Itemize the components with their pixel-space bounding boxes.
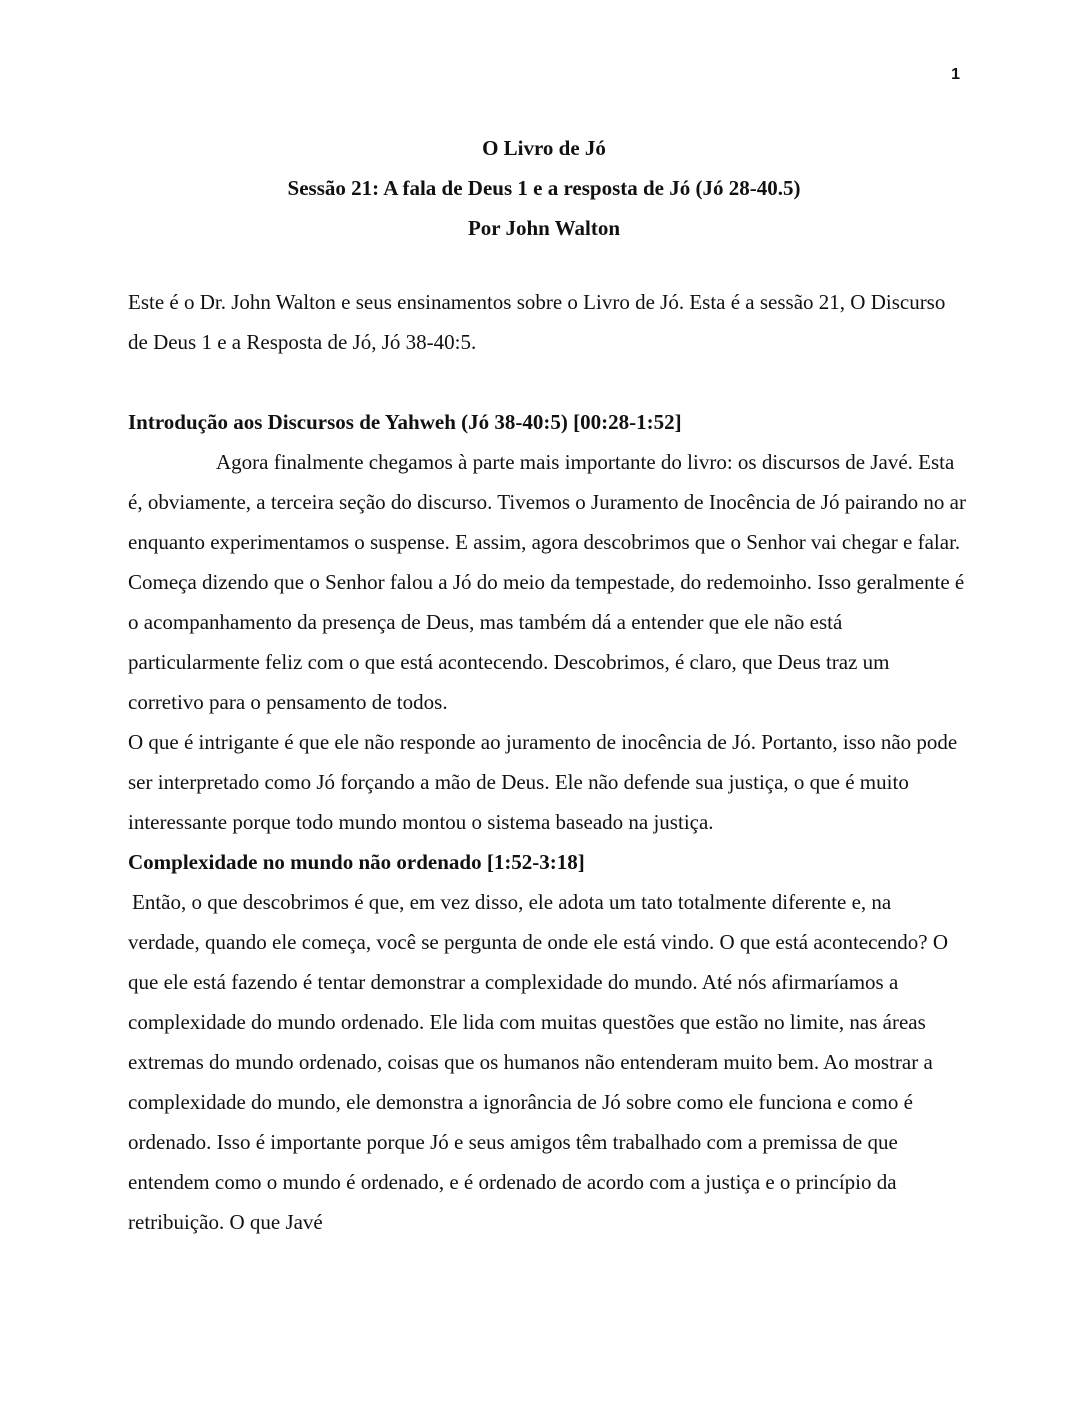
intro-section — [128, 282, 968, 362]
document-title: O Livro de Jó — [482, 136, 606, 160]
author-line: Por John Walton — [467, 216, 621, 240]
paragraph: O que é intrigante é que ele não responde ao juramento de inocência de Jó. Portanto, isso não pode ser interpretado como Jó forçando a mão de Deus. Ele não defende sua justiça, o que é muito interessante porque todo mundo montou o sistema baseado na justiça. — [128, 730, 958, 834]
paragraph: Então, o que descobrimos é que, em vez disso, ele adota um tato totalmente diferente e, na verdade, quando ele começa, você se pergunta de onde ele está vindo. O que está acontecendo? O que ele está fazendo é tentar demonstrar a complexidade do mundo. Até nós afirmaríamos a complexidade do mundo ordenado. Ele lida com muitas questões que estão no limite, nas áreas extremas do mundo ordenado, coisas que os humanos não entenderam muito bem. Ao mostrar a complexidade do mundo, ele demonstra a ignorância de Jó sobre como ele funciona e como é ordenado. Isso é importante porque Jó e seus amigos têm trabalhado com a premissa de que entendem como o mundo é ordenado, e é ordenado de acordo com a justiça e o princípio da retribuição. O que Javé — [128, 890, 949, 1234]
session-title: Sessão 21: A fala de Deus 1 e a resposta de Jó (Jó 28-40.5) — [287, 176, 801, 200]
section-heading-complexity: Complexidade no mundo não ordenado [1:52-3:18] — [128, 850, 585, 874]
section-heading-intro-yahweh: Introdução aos Discursos de Yahweh (Jó 38-40:5) [00:28-1:52] — [128, 410, 682, 434]
paragraph: Começa dizendo que o Senhor falou a Jó do meio da tempestade, do redemoinho. Isso geralmente é o acompanhamento da presença de Deus, mas também dá a entender que ele não está particularmente feliz com o que está acontecendo. Descobrimos, é claro, que Deus traz um corretivo para o pensamento de todos. — [128, 570, 965, 714]
page-number: 1 — [951, 66, 960, 83]
title-block — [0, 128, 1088, 248]
paragraph: Agora finalmente chegamos à parte mais importante do livro: os discursos de Javé. Esta é, obviamente, a terceira seção do discurso. Tivemos o Juramento de Inocência de Jó pairando no ar enquanto experimentamos o suspense. E assim, agora descobrimos que o Senhor vai chegar e falar. — [128, 450, 966, 554]
intro-paragraph: Este é o Dr. John Walton e seus ensinamentos sobre o Livro de Jó. Esta é a sessão 21, O Discurso de Deus 1 e a Resposta de Jó, Jó 38-40:5. — [128, 290, 946, 354]
main-content — [128, 402, 968, 1242]
